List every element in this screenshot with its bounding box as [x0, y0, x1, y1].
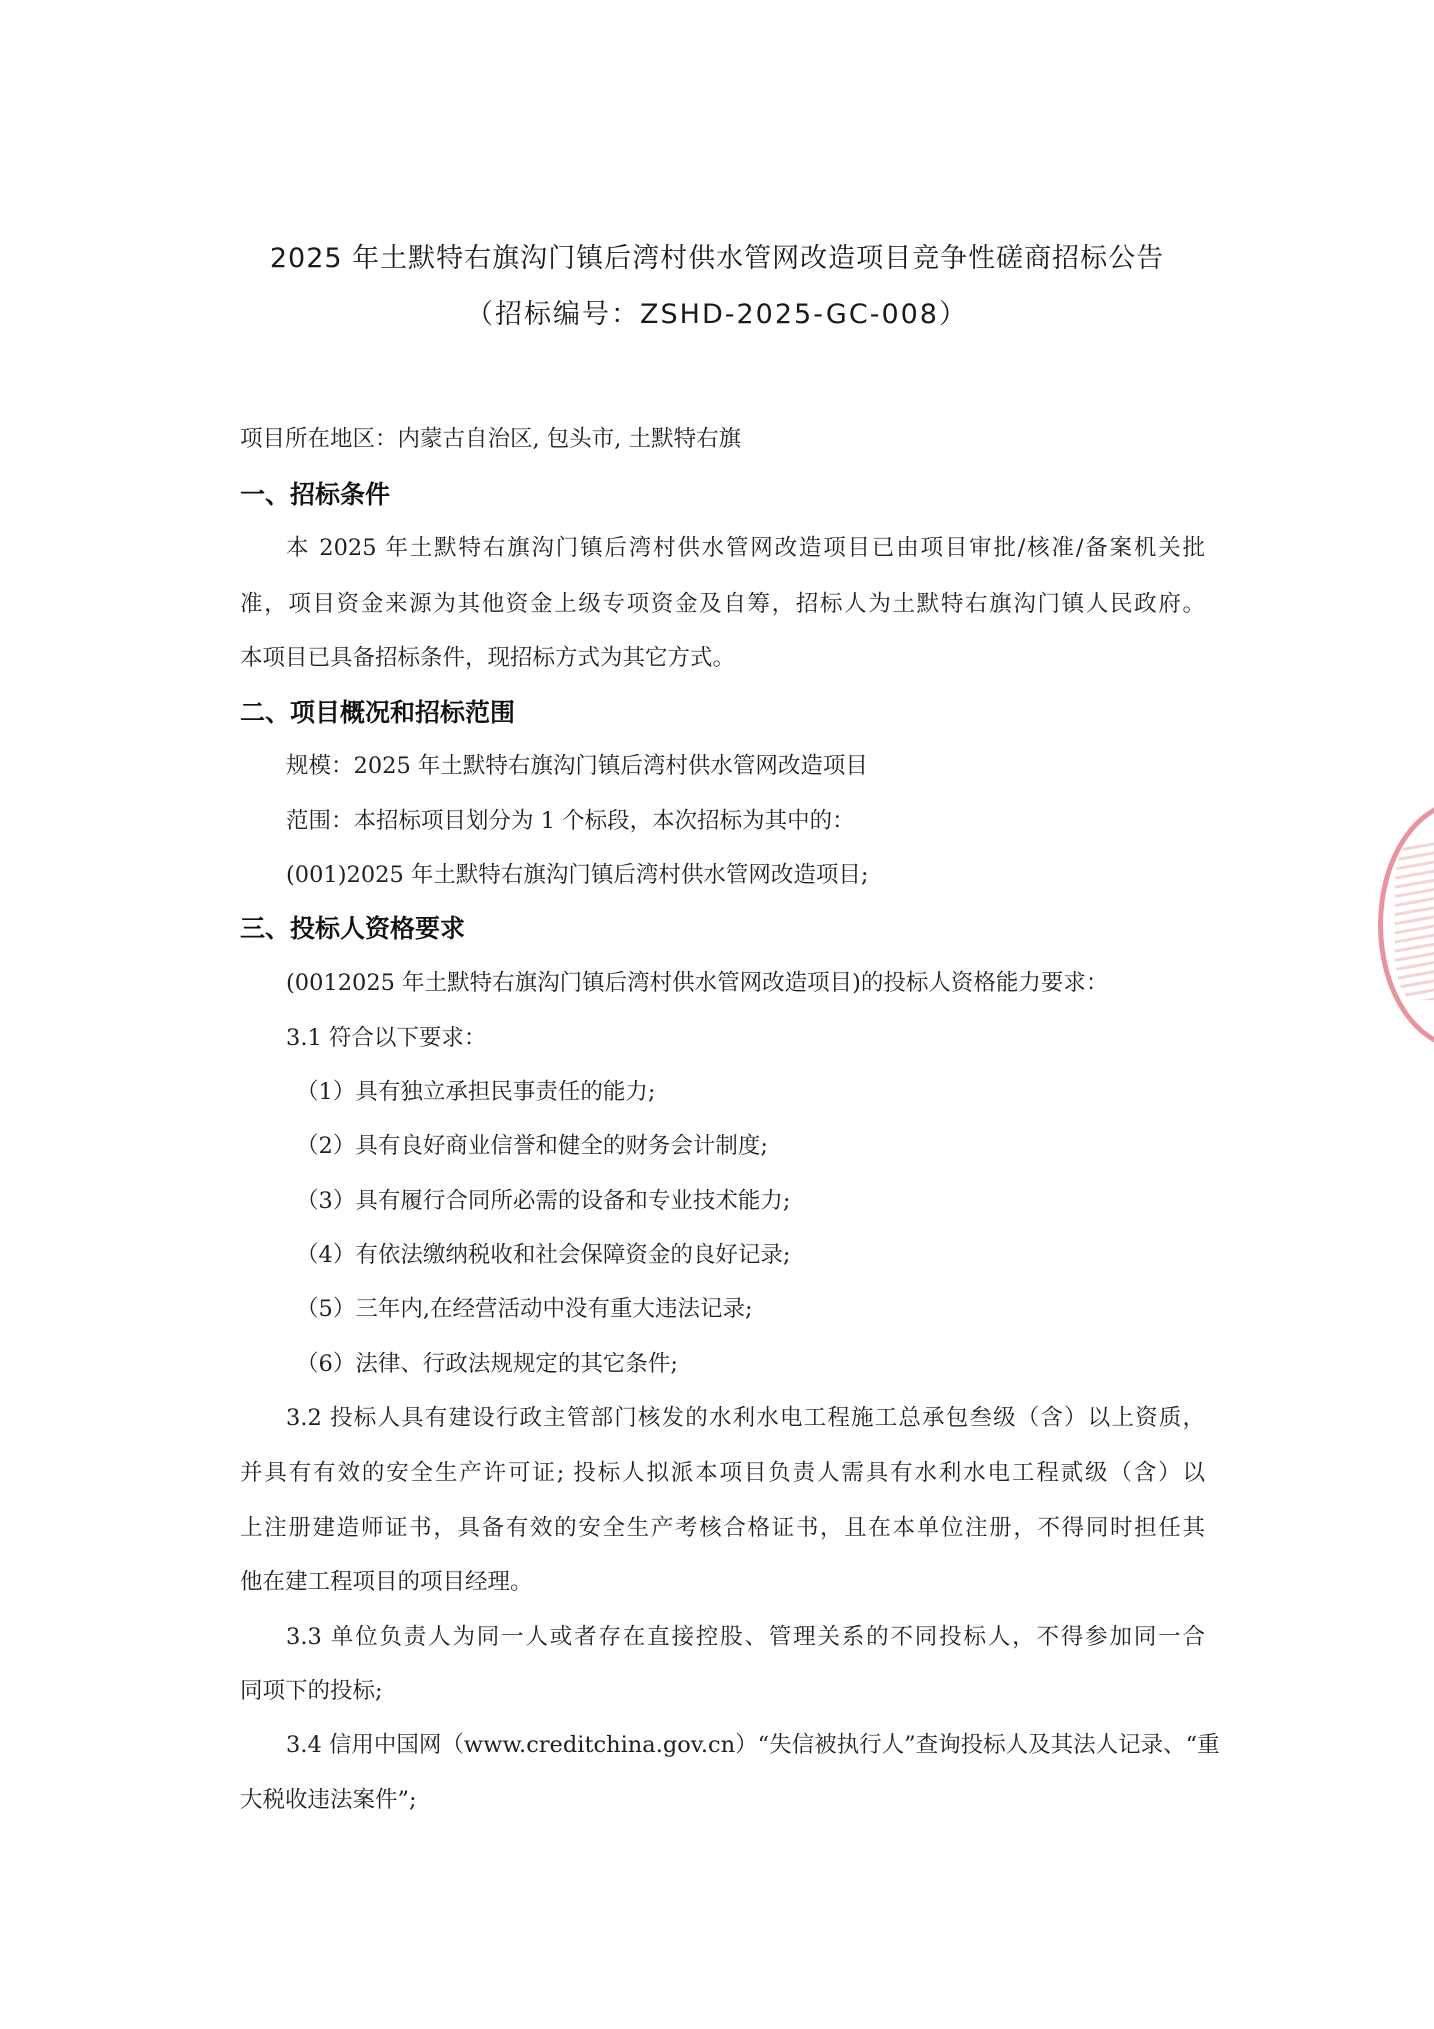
requirement-3-1: 3.1 符合以下要求：: [286, 1025, 487, 1051]
requirement-3-2-line: 3.2 投标人具有建设行政主管部门核发的水利水电工程施工总承包叁级（含）以上资质，: [286, 1405, 1205, 1431]
scope-line: 范围：本招标项目划分为 1 个标段，本次招标为其中的：: [286, 808, 855, 834]
requirement-3-4-line: 3.4 信用中国网（www.creditchina.gov.cn）“失信被执行人”查询投标人及其法人记录、“重: [286, 1732, 1220, 1758]
requirement-3-2-line: 他在建工程项目的项目经理。: [240, 1569, 533, 1595]
section-heading-overview: 二、项目概况和招标范围: [240, 698, 516, 727]
requirement-3-3-line: 同项下的投标;: [240, 1678, 383, 1704]
list-item: （4）有依法缴纳税收和社会保障资金的良好记录;: [296, 1242, 791, 1268]
section-heading-conditions: 一、招标条件: [240, 480, 391, 509]
list-item: （2）具有良好商业信誉和健全的财务会计制度;: [296, 1133, 768, 1159]
section-heading-qualification: 三、投标人资格要求: [240, 914, 466, 943]
paragraph-line: 本项目已具备招标条件，现招标方式为其它方式。: [240, 645, 736, 671]
requirement-3-3-line: 3.3 单位负责人为同一人或者存在直接控股、管理关系的不同投标人，不得参加同一合: [286, 1624, 1205, 1650]
list-item: （6）法律、行政法规规定的其它条件;: [296, 1351, 678, 1377]
document-title: 2025 年土默特右旗沟门镇后湾村供水管网改造项目竞争性磋商招标公告: [269, 243, 1165, 274]
tender-number: （招标编号：ZSHD-2025-GC-008）: [466, 299, 968, 330]
paragraph-line: 本 2025 年土默特右旗沟门镇后湾村供水管网改造项目已由项目审批/核准/备案机关批: [286, 535, 1205, 561]
list-item: （3）具有履行合同所必需的设备和专业技术能力;: [296, 1188, 791, 1214]
seal-texture: [1395, 840, 1434, 1000]
lot-line: (001)2025 年土默特右旗沟门镇后湾村供水管网改造项目;: [286, 862, 869, 888]
scale-line: 规模：2025 年土默特右旗沟门镇后湾村供水管网改造项目: [286, 753, 868, 779]
qualification-intro: (0012025 年土默特右旗沟门镇后湾村供水管网改造项目)的投标人资格能力要求：: [286, 970, 1109, 996]
requirement-3-4-line: 大税收违法案件”;: [240, 1787, 417, 1813]
requirement-3-2-line: 并具有有效的安全生产许可证; 投标人拟派本项目负责人需具有水利水电工程贰级（含）以: [240, 1460, 1205, 1486]
paragraph-line: 准，项目资金来源为其他资金上级专项资金及自筹，招标人为土默特右旗沟门镇人民政府。: [240, 591, 1205, 617]
requirement-3-2-line: 上注册建造师证书，具备有效的安全生产考核合格证书，且在本单位注册，不得同时担任其: [240, 1515, 1205, 1541]
list-item: （1）具有独立承担民事责任的能力;: [296, 1079, 656, 1105]
project-location: 项目所在地区：内蒙古自治区, 包头市, 土默特右旗: [240, 426, 742, 452]
list-item: （5）三年内,在经营活动中没有重大违法记录;: [296, 1296, 753, 1322]
